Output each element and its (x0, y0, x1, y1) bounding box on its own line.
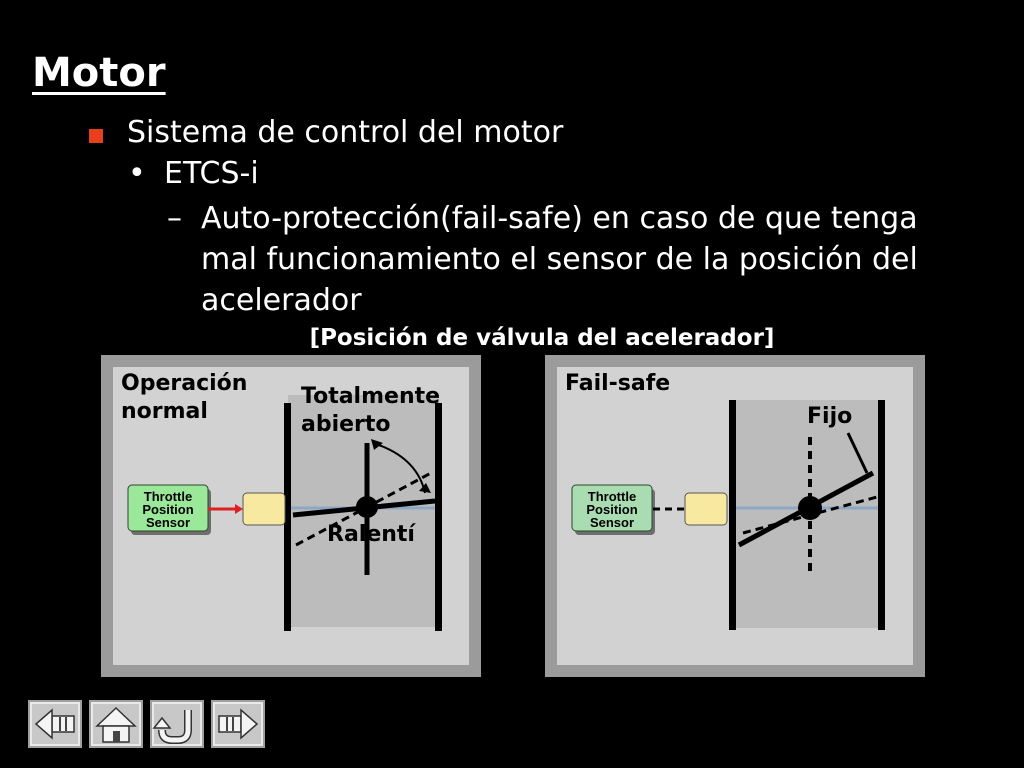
fail-safe-heading: Fail-safe (565, 371, 671, 396)
fully-open-label (301, 383, 440, 439)
valve-shaft (798, 496, 822, 520)
diagram-caption: [Posición de válvula del acelerador] (309, 325, 775, 351)
throttle-body-wall-right (878, 400, 885, 630)
slide-title: Motor (32, 50, 166, 96)
return-icon (150, 700, 204, 748)
sensor-label-line1: Throttle (143, 489, 193, 504)
forward-button[interactable] (211, 700, 265, 748)
idle-label: Ralentí (327, 522, 415, 547)
home-button[interactable] (89, 700, 143, 748)
square-bullet-icon (89, 129, 103, 143)
fixed-label: Fijo (807, 404, 853, 429)
dot-bullet: • (128, 156, 146, 191)
sensor-label-line1: Throttle (587, 489, 637, 504)
throttle-body-wall-left (729, 400, 736, 630)
sensor-label-line2: Position (586, 502, 638, 517)
bullet-level1: Sistema de control del motor (127, 115, 564, 150)
dash-bullet: – (167, 201, 182, 236)
fully-open-label-line1: Totalmente (301, 384, 441, 409)
forward-arrow-icon (211, 700, 265, 748)
normal-heading-line1: Operación (121, 371, 248, 396)
fail-safe-diagram (545, 355, 925, 677)
throttle-actuator (685, 493, 727, 525)
normal-heading-line2: normal (121, 399, 208, 424)
fully-open-label-line2: abierto (301, 412, 391, 437)
valve-shaft (356, 496, 378, 518)
bullet-level2-text: ETCS-i (164, 156, 259, 191)
throttle-actuator (243, 493, 285, 525)
panel-normal-operation (101, 355, 481, 677)
sensor-label-line3: Sensor (145, 515, 191, 530)
return-button[interactable] (150, 700, 204, 748)
bullet-level2 (128, 156, 259, 191)
sensor-label-line3: Sensor (589, 515, 635, 530)
back-button[interactable] (28, 700, 82, 748)
back-arrow-icon (28, 700, 82, 748)
home-icon (89, 700, 143, 748)
normal-heading (121, 370, 247, 426)
sensor-label-line2: Position (142, 502, 194, 517)
panel-fail-safe (545, 355, 925, 677)
bullet-level3-text: Auto-protección(fail-safe) en caso de que tenga mal funcionamiento el sensor de la posición del acelerador (201, 201, 918, 318)
